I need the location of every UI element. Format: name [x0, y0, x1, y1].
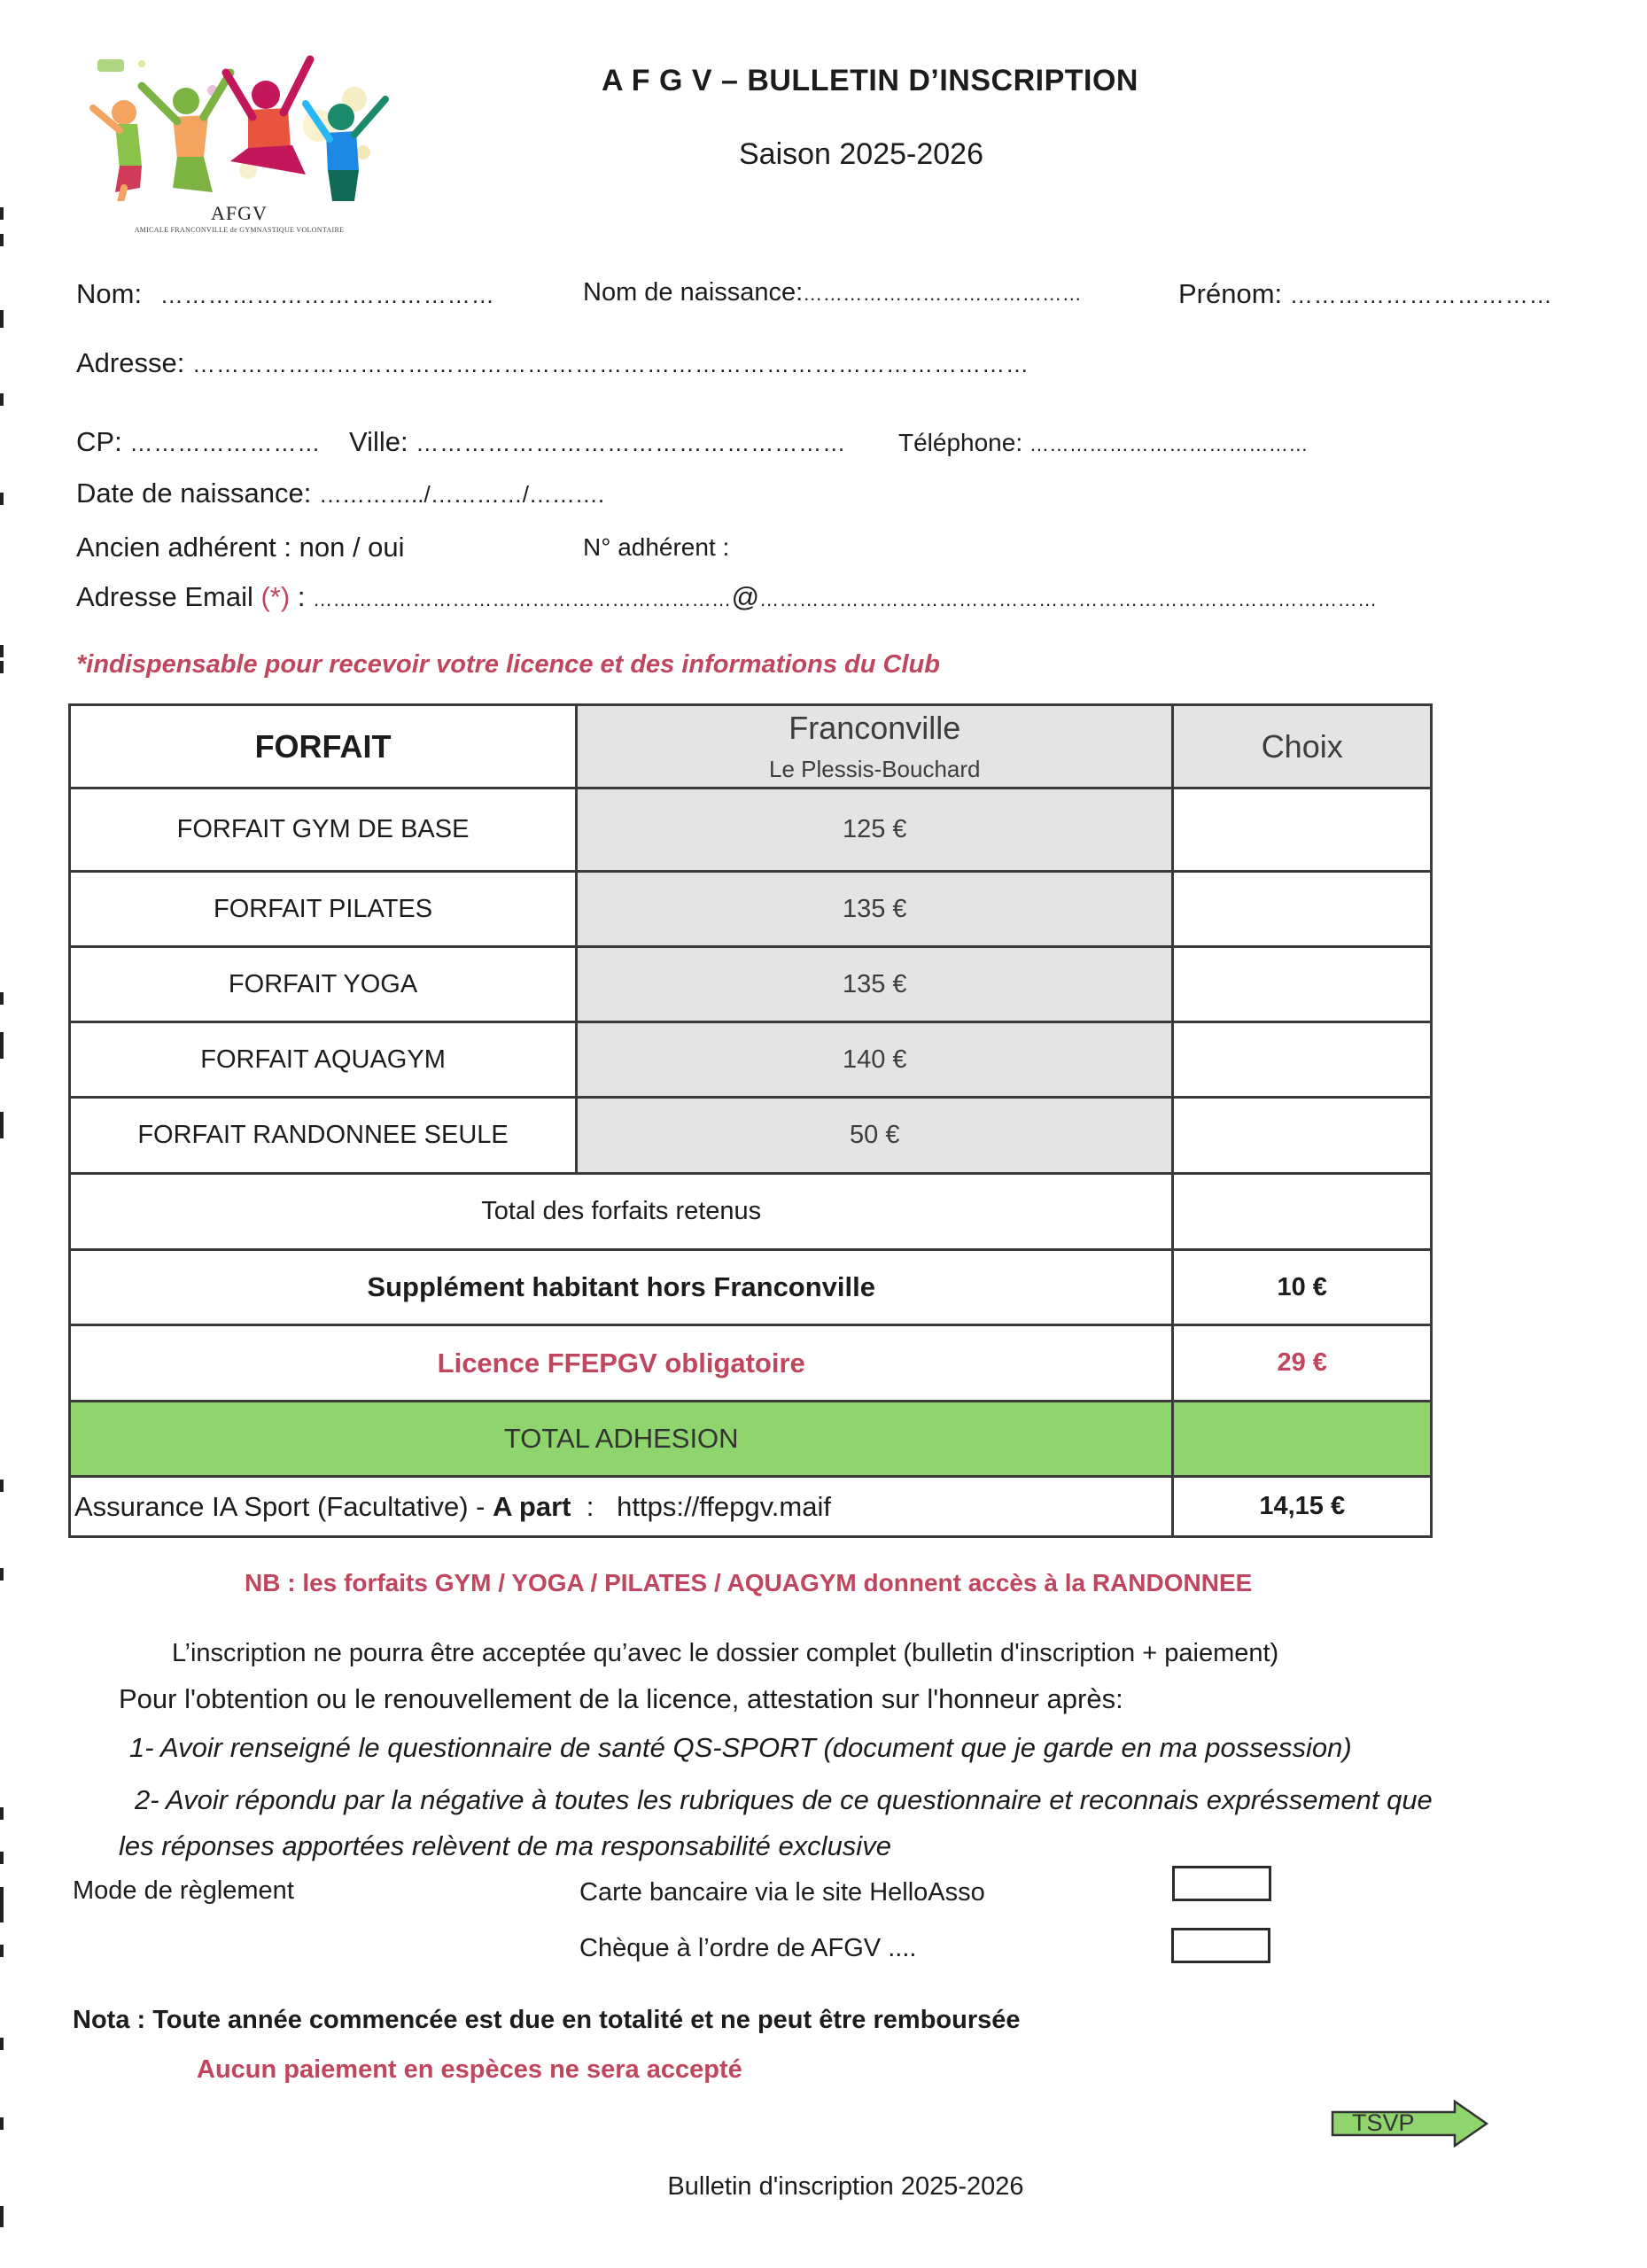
payment-option-card-label: Carte bancaire via le site HelloAsso	[579, 1878, 985, 1907]
licence-label: Licence FFEPGV obligatoire	[70, 1325, 1173, 1402]
at-sign-icon: @	[731, 581, 760, 612]
forfait-choice-cell[interactable]	[1173, 1022, 1432, 1098]
table-row	[70, 947, 1432, 1022]
forfait-label: FORFAIT GYM DE BASE	[70, 788, 577, 872]
telephone-dots: ……………………………………	[1029, 433, 1309, 455]
tsvp-arrow	[1331, 2100, 1488, 2148]
nom-naissance-field[interactable]	[583, 278, 1082, 307]
forfait-choice-cell[interactable]	[1173, 947, 1432, 1022]
attestation-point-2: 2- Avoir répondu par la négative à toutes les rubriques de ce questionnaire et reconnais expréssement que	[135, 1784, 1433, 1815]
cp-field[interactable]	[76, 426, 321, 458]
total-adhesion-label: TOTAL ADHESION	[70, 1402, 1173, 1477]
scan-mark	[0, 207, 4, 220]
header-choix: Choix	[1173, 705, 1432, 788]
scan-mark	[0, 661, 4, 673]
attestation-point-2-cont: les réponses apportées relèvent de ma responsabilité exclusive	[119, 1830, 891, 1861]
forfait-price: 50 €	[577, 1098, 1173, 1174]
scan-mark	[0, 1112, 4, 1138]
attestation-point-1: 1- Avoir renseigné le questionnaire de santé QS-SPORT (document que je garde en ma possession)	[129, 1732, 1352, 1763]
scan-mark	[0, 1480, 4, 1492]
payment-cheque-checkbox[interactable]	[1171, 1928, 1270, 1963]
email-dots-right: …………………………………………………………………………………	[759, 588, 1378, 610]
ancien-adherent-choice[interactable]	[76, 532, 405, 563]
ville-field[interactable]	[349, 426, 846, 458]
email-label: Adresse Email	[76, 581, 253, 612]
scan-mark	[0, 1032, 4, 1059]
telephone-label: Téléphone:	[898, 429, 1023, 456]
date-naissance-field[interactable]	[76, 478, 604, 509]
nom-dots: ……………………………………	[159, 282, 495, 308]
scan-mark	[0, 1807, 4, 1820]
page-footer: Bulletin d'inscription 2025-2026	[667, 2172, 1024, 2201]
forfait-choice-cell[interactable]	[1173, 1098, 1432, 1174]
email-colon: :	[297, 581, 306, 612]
licence-row	[70, 1325, 1432, 1402]
tsvp-label: TSVP	[1352, 2109, 1415, 2136]
forfait-choice-cell[interactable]	[1173, 872, 1432, 947]
forfait-price: 135 €	[577, 872, 1173, 947]
supplement-value: 10 €	[1173, 1250, 1432, 1325]
forfait-price: 135 €	[577, 947, 1173, 1022]
scan-mark	[0, 2117, 4, 2130]
inscription-note: L’inscription ne pourra être acceptée qu’avec le dossier complet (bulletin d'inscription + paiement)	[172, 1639, 1279, 1667]
forfait-label: FORFAIT PILATES	[70, 872, 577, 947]
logo-title: AFGV	[211, 202, 268, 224]
email-required-marker: (*)	[260, 581, 291, 612]
scan-mark	[0, 1887, 4, 1922]
assurance-label-b: A part	[493, 1490, 571, 1522]
forfait-price: 125 €	[577, 788, 1173, 872]
nom-naissance-label: Nom de naissance:	[583, 278, 804, 307]
total-forfaits-value[interactable]	[1173, 1174, 1432, 1250]
numero-adherent-label: N° adhérent :	[583, 533, 730, 561]
scan-mark	[0, 1852, 4, 1864]
scan-mark	[0, 2206, 4, 2227]
total-forfaits-row	[70, 1174, 1432, 1250]
prenom-dots: ……………………………	[1289, 282, 1553, 308]
page-title: A F G V – BULLETIN D’INSCRIPTION	[602, 64, 1138, 97]
scan-mark	[0, 493, 4, 505]
payment-mode-label: Mode de règlement	[73, 1876, 294, 1905]
nom-label: Nom:	[76, 278, 143, 309]
email-required-note: *indispensable pour recevoir votre licence et des informations du Club	[76, 650, 940, 679]
table-row	[70, 1022, 1432, 1098]
forfait-label: FORFAIT AQUAGYM	[70, 1022, 577, 1098]
nom-field[interactable]	[76, 278, 495, 310]
header-location-main: Franconville	[789, 710, 961, 746]
assurance-value: 14,15 €	[1173, 1477, 1432, 1537]
cp-dots: ……………………	[129, 430, 322, 456]
nom-naissance-dots: ……………………………………	[803, 283, 1083, 305]
total-adhesion-row	[70, 1402, 1432, 1477]
table-row	[70, 788, 1432, 872]
forfait-label: FORFAIT RANDONNEE SEULE	[70, 1098, 577, 1174]
table-row	[70, 872, 1432, 947]
no-cash-note: Aucun paiement en espèces ne sera accepté	[197, 2055, 742, 2084]
scan-mark	[0, 1568, 4, 1581]
ancien-adherent-label: Ancien adhérent : non / oui	[76, 532, 405, 563]
assurance-row	[70, 1477, 1432, 1537]
prenom-field[interactable]	[1178, 278, 1553, 310]
ville-label: Ville:	[349, 426, 408, 457]
table-row	[70, 1098, 1432, 1174]
licence-value: 29 €	[1173, 1325, 1432, 1402]
scan-mark	[0, 393, 4, 406]
email-field[interactable]	[76, 581, 1378, 613]
assurance-label	[70, 1477, 1173, 1537]
forfait-price: 140 €	[577, 1022, 1173, 1098]
prenom-label: Prénom:	[1178, 278, 1283, 309]
forfait-table	[68, 703, 1433, 1538]
header-forfait: FORFAIT	[70, 705, 577, 788]
date-naissance-dots: …………../…………/……….	[319, 481, 605, 508]
header-location-sub: Le Plessis-Bouchard	[769, 756, 981, 782]
logo-subtitle: AMICALE FRANCONVILLE de GYMNASTIQUE VOLONTAIRE	[134, 226, 345, 234]
date-naissance-label: Date de naissance:	[76, 478, 312, 509]
ville-dots: ………………………………………………	[416, 430, 847, 456]
adresse-label: Adresse:	[76, 347, 185, 378]
email-dots-left: ………………………………………………………	[313, 588, 732, 610]
season-label: Saison 2025-2026	[738, 137, 983, 171]
telephone-field[interactable]	[898, 429, 1309, 457]
adresse-dots: ……………………………………………………………………………………………	[191, 351, 1029, 377]
header-location	[577, 705, 1173, 788]
scan-mark	[0, 992, 4, 1005]
forfait-label: FORFAIT YOGA	[70, 947, 577, 1022]
assurance-label-a: Assurance IA Sport (Facultative) -	[74, 1490, 493, 1522]
total-forfaits-label: Total des forfaits retenus	[70, 1174, 1173, 1250]
scan-mark	[0, 310, 4, 328]
supplement-row	[70, 1250, 1432, 1325]
scan-mark	[0, 645, 4, 657]
numero-adherent-field[interactable]	[583, 533, 729, 562]
nb-note: NB : les forfaits GYM / YOGA / PILATES / AQUAGYM donnent accès à la RANDONNEE	[245, 1569, 1253, 1596]
payment-card-checkbox[interactable]	[1172, 1866, 1271, 1901]
scan-mark	[0, 1945, 4, 1957]
total-adhesion-value[interactable]	[1173, 1402, 1432, 1477]
cp-label: CP:	[76, 426, 122, 457]
assurance-link[interactable]: : https://ffepgv.maif	[571, 1490, 831, 1522]
forfait-choice-cell[interactable]	[1173, 788, 1432, 872]
nota-note: Nota : Toute année commencée est due en totalité et ne peut être remboursée	[73, 2006, 1021, 2034]
scan-mark	[0, 2038, 4, 2050]
table-header-row	[70, 705, 1432, 788]
scan-mark	[0, 234, 4, 246]
adresse-field[interactable]	[76, 347, 1029, 379]
licence-intro: Pour l'obtention ou le renouvellement de la licence, attestation sur l'honneur après:	[119, 1683, 1123, 1714]
payment-option-cheque-label: Chèque à l’ordre de AFGV ....	[579, 1934, 917, 1962]
supplement-label: Supplément habitant hors Franconville	[70, 1250, 1173, 1325]
